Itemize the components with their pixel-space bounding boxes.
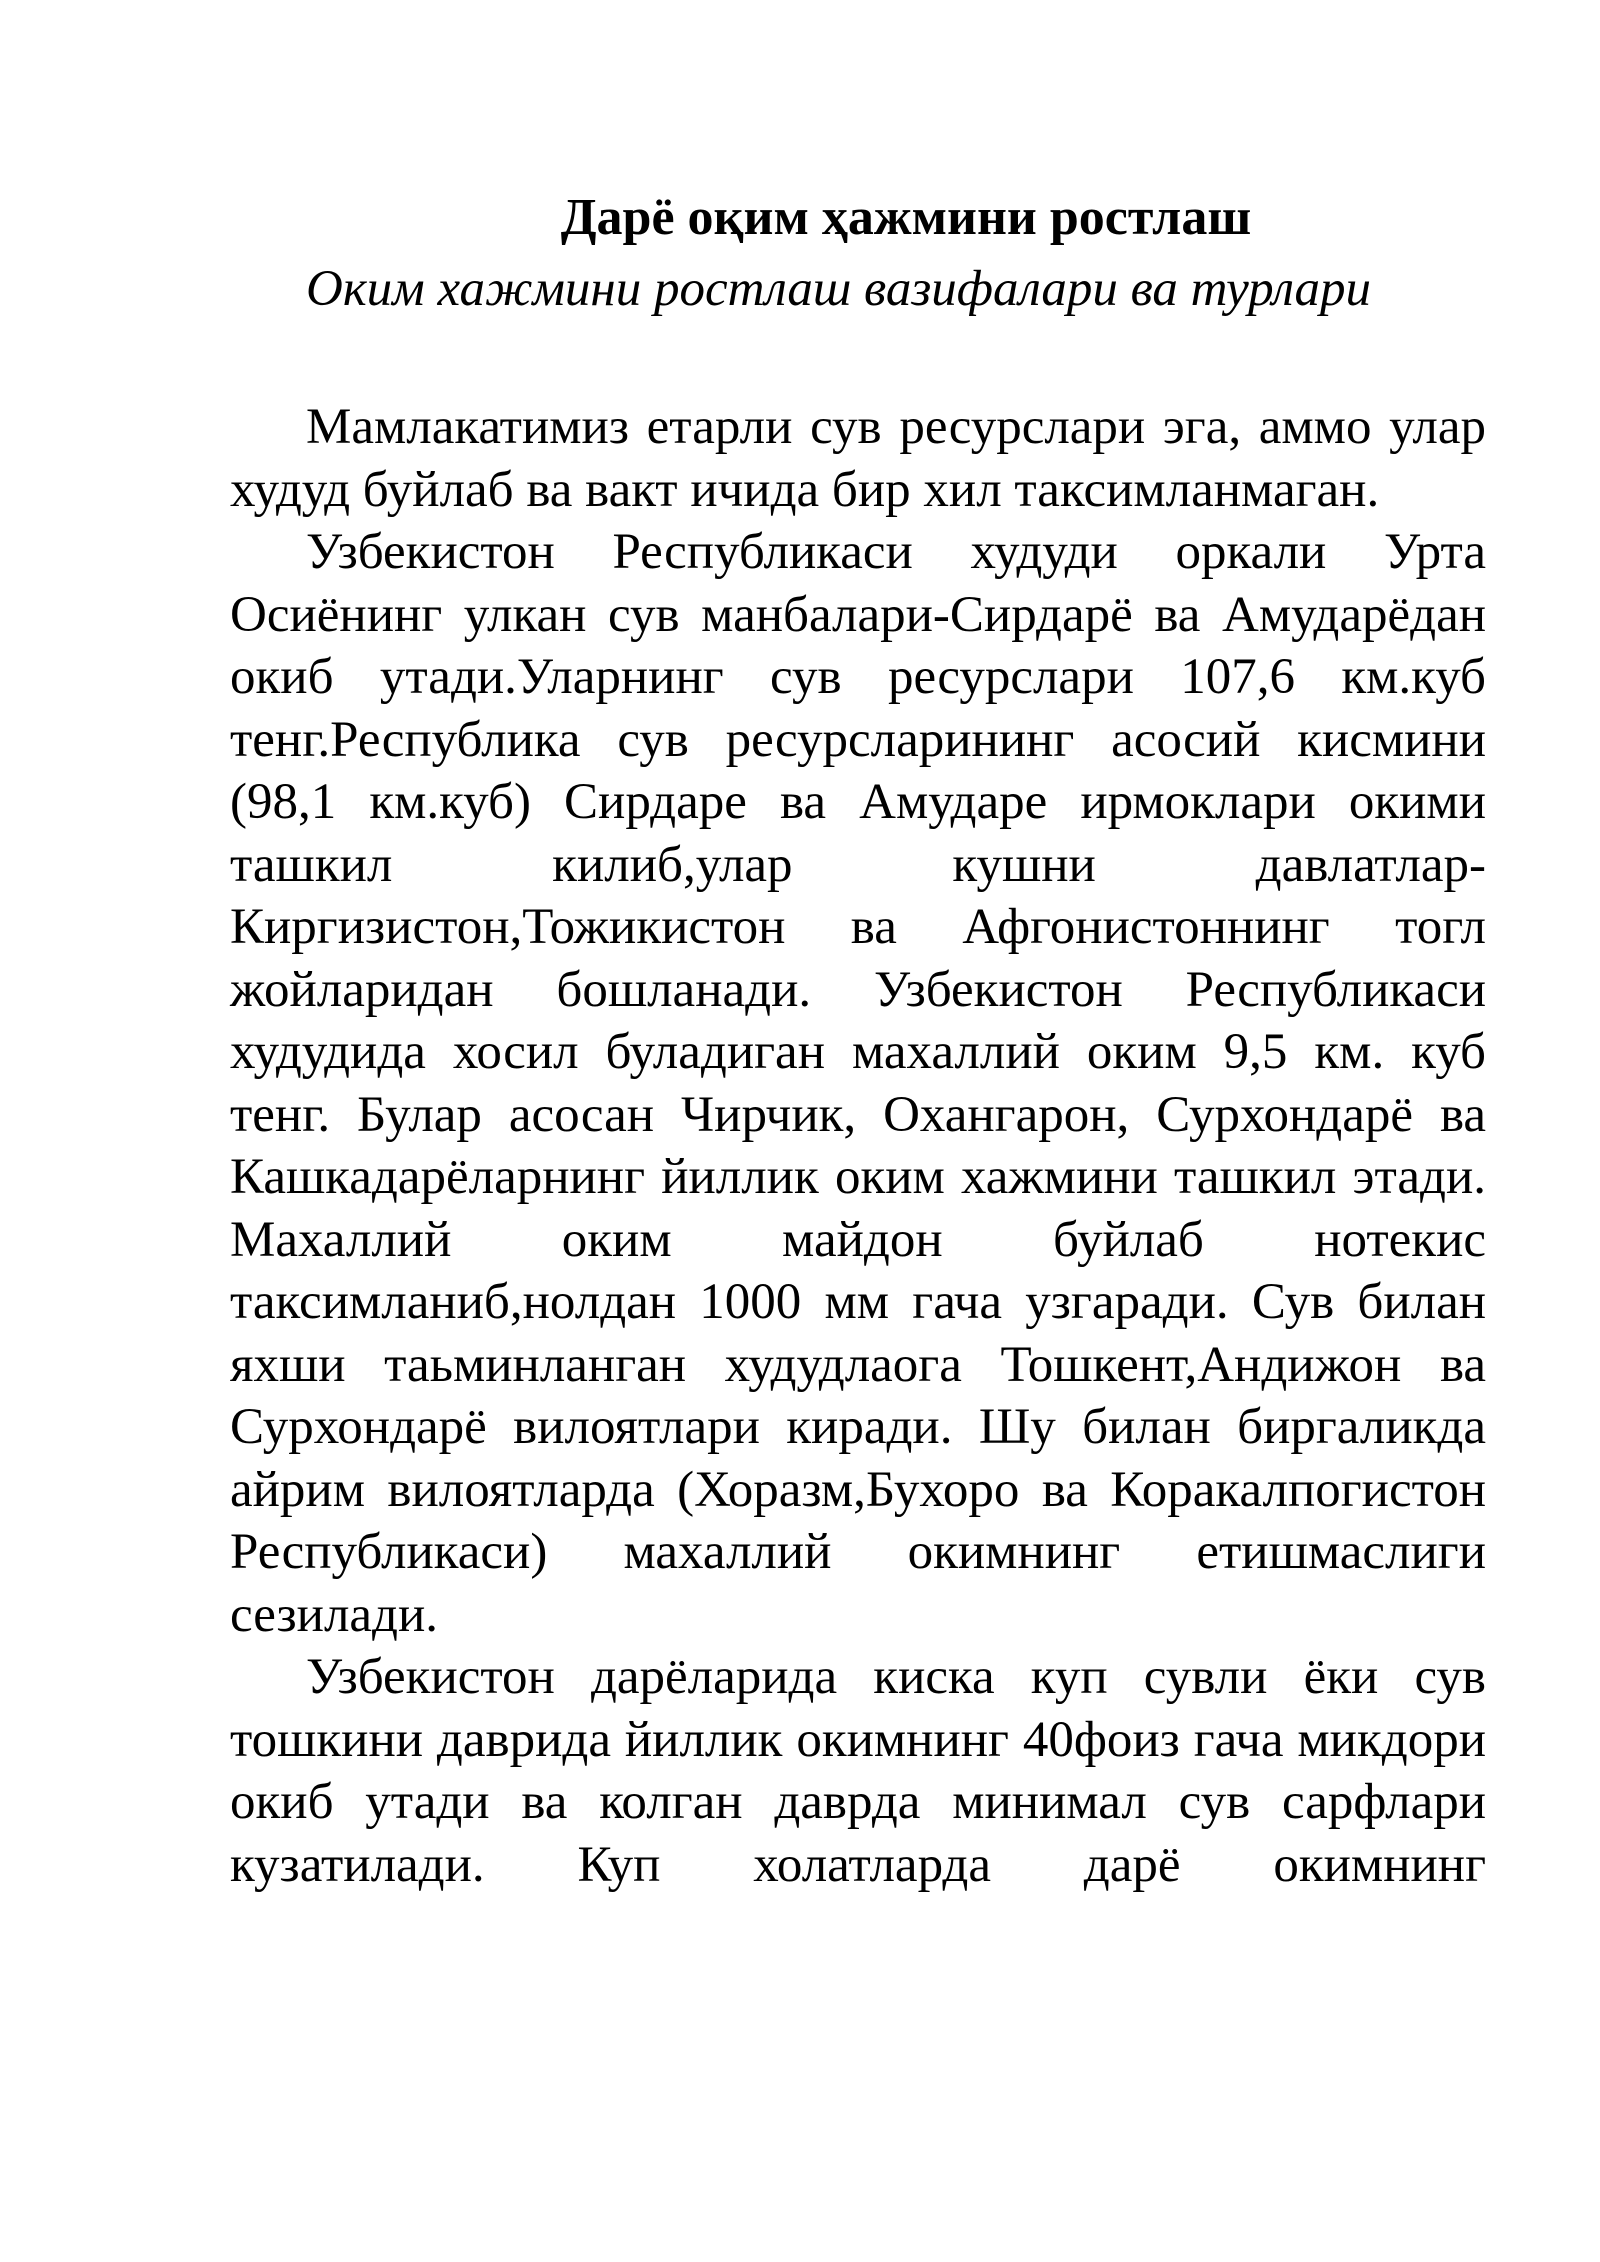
paragraph-1: Мамлакатимиз етарли сув ресурслари эга, аммо улар худуд буйлаб ва вакт ичида бир хил таксимланмаган. xyxy=(230,399,1486,518)
paragraph-3: Узбекистон дарёларида киска куп сувли ёки сув тошкини даврида йиллик окимнинг 40фоиз гача микдори окиб утади ва колган даврда минимал сув сарфлари кузатилади. Куп холатларда дарё окимнинг xyxy=(230,1649,1486,1893)
paragraph-2: Узбекистон Республикаси худуди оркали Урта Осиёнинг улкан сув манбалари-Сирдарё ва Амударёдан окиб утади.Уларнинг сув ресурслари 107,6 км.куб тенг.Республика сув ресурсларининг асосий кисмини (98,1 км.куб) Сирдаре ва Амударе ирмоклари окими ташкил килиб,улар кушни давлатлар-Киргизистон,Тожикистон ва Афгонистоннинг тогл жойларидан бошланади. Узбекистон Республикаси худудида хосил буладиган махаллий оким 9,5 км. куб тенг. Булар асосан Чирчик, Охангарон, Сурхондарё ва Кашкадарёларнинг йиллик оким хажмини ташкил этади. Махаллий оким майдон буйлаб нотекис таксимланиб,нолдан 1000 мм гача узгаради. Сув билан яхши таьминланган худудлаога Тошкент,Андижон ва Сурхондарё вилоятлари киради. Шу билан биргаликда айрим вилоятларда (Хоразм,Бухоро ва Коракалпогистон Республикаси) махаллий окимнинг етишмаслиги сезилади. xyxy=(230,524,1486,1643)
document-subtitle: Оким хажмини ростлаш вазифалари ва турлари xyxy=(306,261,1372,317)
document-title: Дарё оқим ҳажмини ростлаш xyxy=(560,189,1252,246)
document-page xyxy=(230,180,1486,1896)
section-spacer xyxy=(230,322,1486,396)
